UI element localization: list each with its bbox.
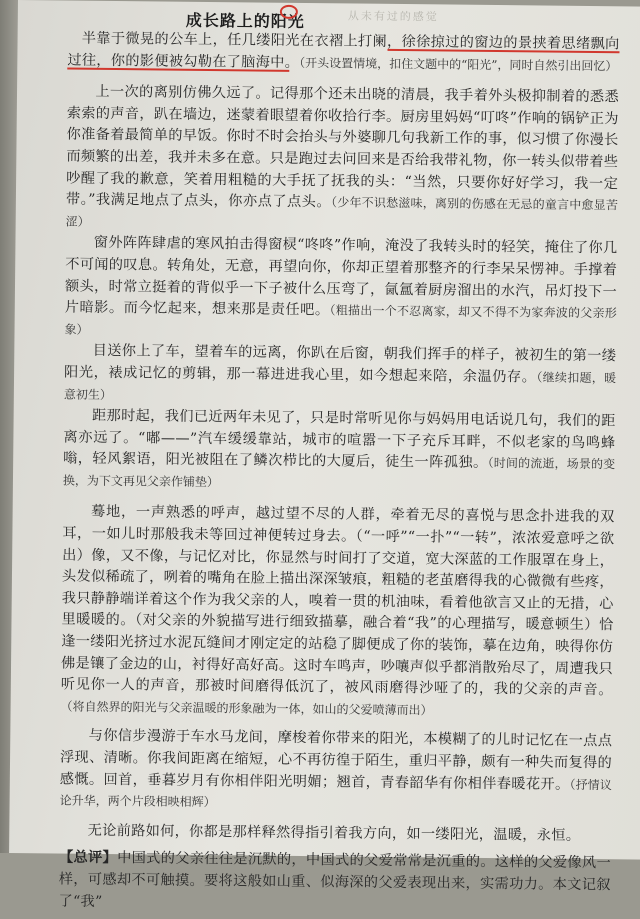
paragraph-text: 目送你上了车，望着车的远离，你趴在后窗，朝我们挥手的样子，被初生的第一缕阳光，裱成记忆的剪辑，那一幕进进我心里，如今想起来陪，余温仍存。 xyxy=(64,343,616,385)
annotation: （粗描出一个不忍离家，却又不得不为家奔波的父亲形象） xyxy=(64,303,616,336)
paragraph xyxy=(59,726,612,818)
paragraph-text: 半靠于微晃的公车上，任几缕阳光在衣褶上打阑，徐徐掠过的窗边的景挟着思绪飘向过往，你的影便被勾勒在了脑海中。 xyxy=(67,31,619,71)
annotation: （少年不识愁滋味，离别的伤感在无忌的童言中愈显苦涩） xyxy=(66,195,618,228)
paragraph-text: 与你信步漫游于车水马龙间，摩梭着你带来的阳光，本模糊了的儿时记忆在一点点浮现、清晰。你我间距离在缩短，心不再彷徨于陌生，重归平静，颇有一种失而复得的感慨。回首，垂暮岁月有你相伴阳光明媚；翘首，青春韶华有你相伴春暖花开。 xyxy=(60,728,613,792)
bleed-through-text: 从未有过的感觉 xyxy=(348,7,439,24)
paragraph xyxy=(63,406,616,498)
paragraph xyxy=(60,502,614,724)
annotation: （抒情议论升华，两个片段相映相辉） xyxy=(60,777,612,809)
annotation: （时间的流逝，场景的变换，为下文再见父亲作铺垫） xyxy=(63,456,615,489)
paragraph xyxy=(64,341,617,412)
annotation: （开头设置情境，扣住文题中的“阳光”，同时自然引出回忆） xyxy=(299,56,617,73)
paragraph-text: 上一次的离别仿佛久远了。记得那个还未出晓的清晨，我手着外头极抑制着的悉悉索索的声音，趴在墙边，迷蒙着眼望着你收拾行李。厨房里妈妈“叮咚”作响的锅铲正为你准备着最简单的早饭。你时不时会抬头与外婆聊几句我新工作的事，似习惯了你漫长而频繁的出差，我并未多在意。只是跑过去问回来是否给我带礼物，你一转头似带着些吵醒了我的歉意，笑着用粗糙的大手抚了抚我的头：“当然，只要你好好学习，我一定带。”我满足地点了点头，你亦点了点头。 xyxy=(66,84,619,210)
summary-label: 【总评】 xyxy=(59,850,117,867)
article-title: 成长路上的阳光 xyxy=(186,8,305,32)
summary-text: 中国式的父亲往往是沉默的，中国式的父爱常常是沉重的。这样的父爱像风一样，可感却不可触摸。要将这般如山重、似海深的父爱表现出来，实需功力。本文记叙了“我” xyxy=(58,850,611,909)
summary-paragraph xyxy=(58,848,611,919)
annotation: （将自然界的阳光与父亲温暖的形象融为一体，如山的父爱喷薄而出） xyxy=(61,699,433,717)
article-body xyxy=(58,29,619,919)
annotation: （继续扣题，暖意初生） xyxy=(64,370,616,401)
paragraph xyxy=(67,29,619,78)
paragraph xyxy=(66,82,620,239)
paragraph-text: 窗外阵阵肆虐的寒风拍击得窗棂“咚咚”作响，淹没了我转头时的轻笑，掩住了你几不可闻的叹息。转角处，无意，再望向你，你却正望着那整齐的行李呆呆愣神。手撑着额头，时常立挺着的背似乎一下子被什么压弯了，氤氲着厨房溜出的水汽，吊灯投下一片暗影。而今忆起来，想来那是责任吧。 xyxy=(65,235,618,318)
paragraph-text: 无论前路如何，你都是那样释然得指引着我方向，如一缕阳光，温暖，永恒。 xyxy=(88,823,581,844)
paragraph-text: 距那时起，我们已近两年未见了，只是时常听见你与妈妈用电话说几句，我们的距离亦远了。“嘟——”汽车缓缓靠站，城市的喧嚣一下子充斥耳畔，不似老家的鸟鸣蜂嗡，轻风絮语，阳光被阻在了鳞次栉比的大厦后，徒生一阵孤独。 xyxy=(63,408,616,471)
paragraph-text: 蓦地，一声熟悉的呼声，越过望不尽的人群，牵着无尽的喜悦与思念扑进我的双耳，一如儿时那般我未等回过神便转过身去。（“一呼”“一扑”“一转”，浓浓爱意呼之欲出）像，又不像，与记忆对比，你显然与时间打了交道，宽大深蓝的工作服罩在身上，头发似稀疏了，咧着的嘴角在脸上描出深深皱痕，粗糙的老茧磨得我的心微微有些疼，我只静静端详着这个作为我父亲的人，嗅着一贯的机油味，看着他欲言又止的无措，心里暖暖的。（对父亲的外貌描写进行细致描摹，融合着“我”的心理描写，暖意顿生）恰逢一缕阳光挤过水泥瓦缝间才刚定定的站稳了脚便成了你的装饰，摹在边角，映得你仿佛是镶了金边的山，衬得好高好高。这时车鸣声，吵嚷声似乎都消散殆尽了，周遭我只听见你一人的声音，那被时间磨得低沉了，被风雨磨得沙哑了的，我的父亲的声音。 xyxy=(61,504,615,698)
red-ink-circle xyxy=(280,5,298,19)
paragraph xyxy=(64,233,617,347)
printed-page xyxy=(9,0,640,860)
paragraph xyxy=(59,820,611,847)
